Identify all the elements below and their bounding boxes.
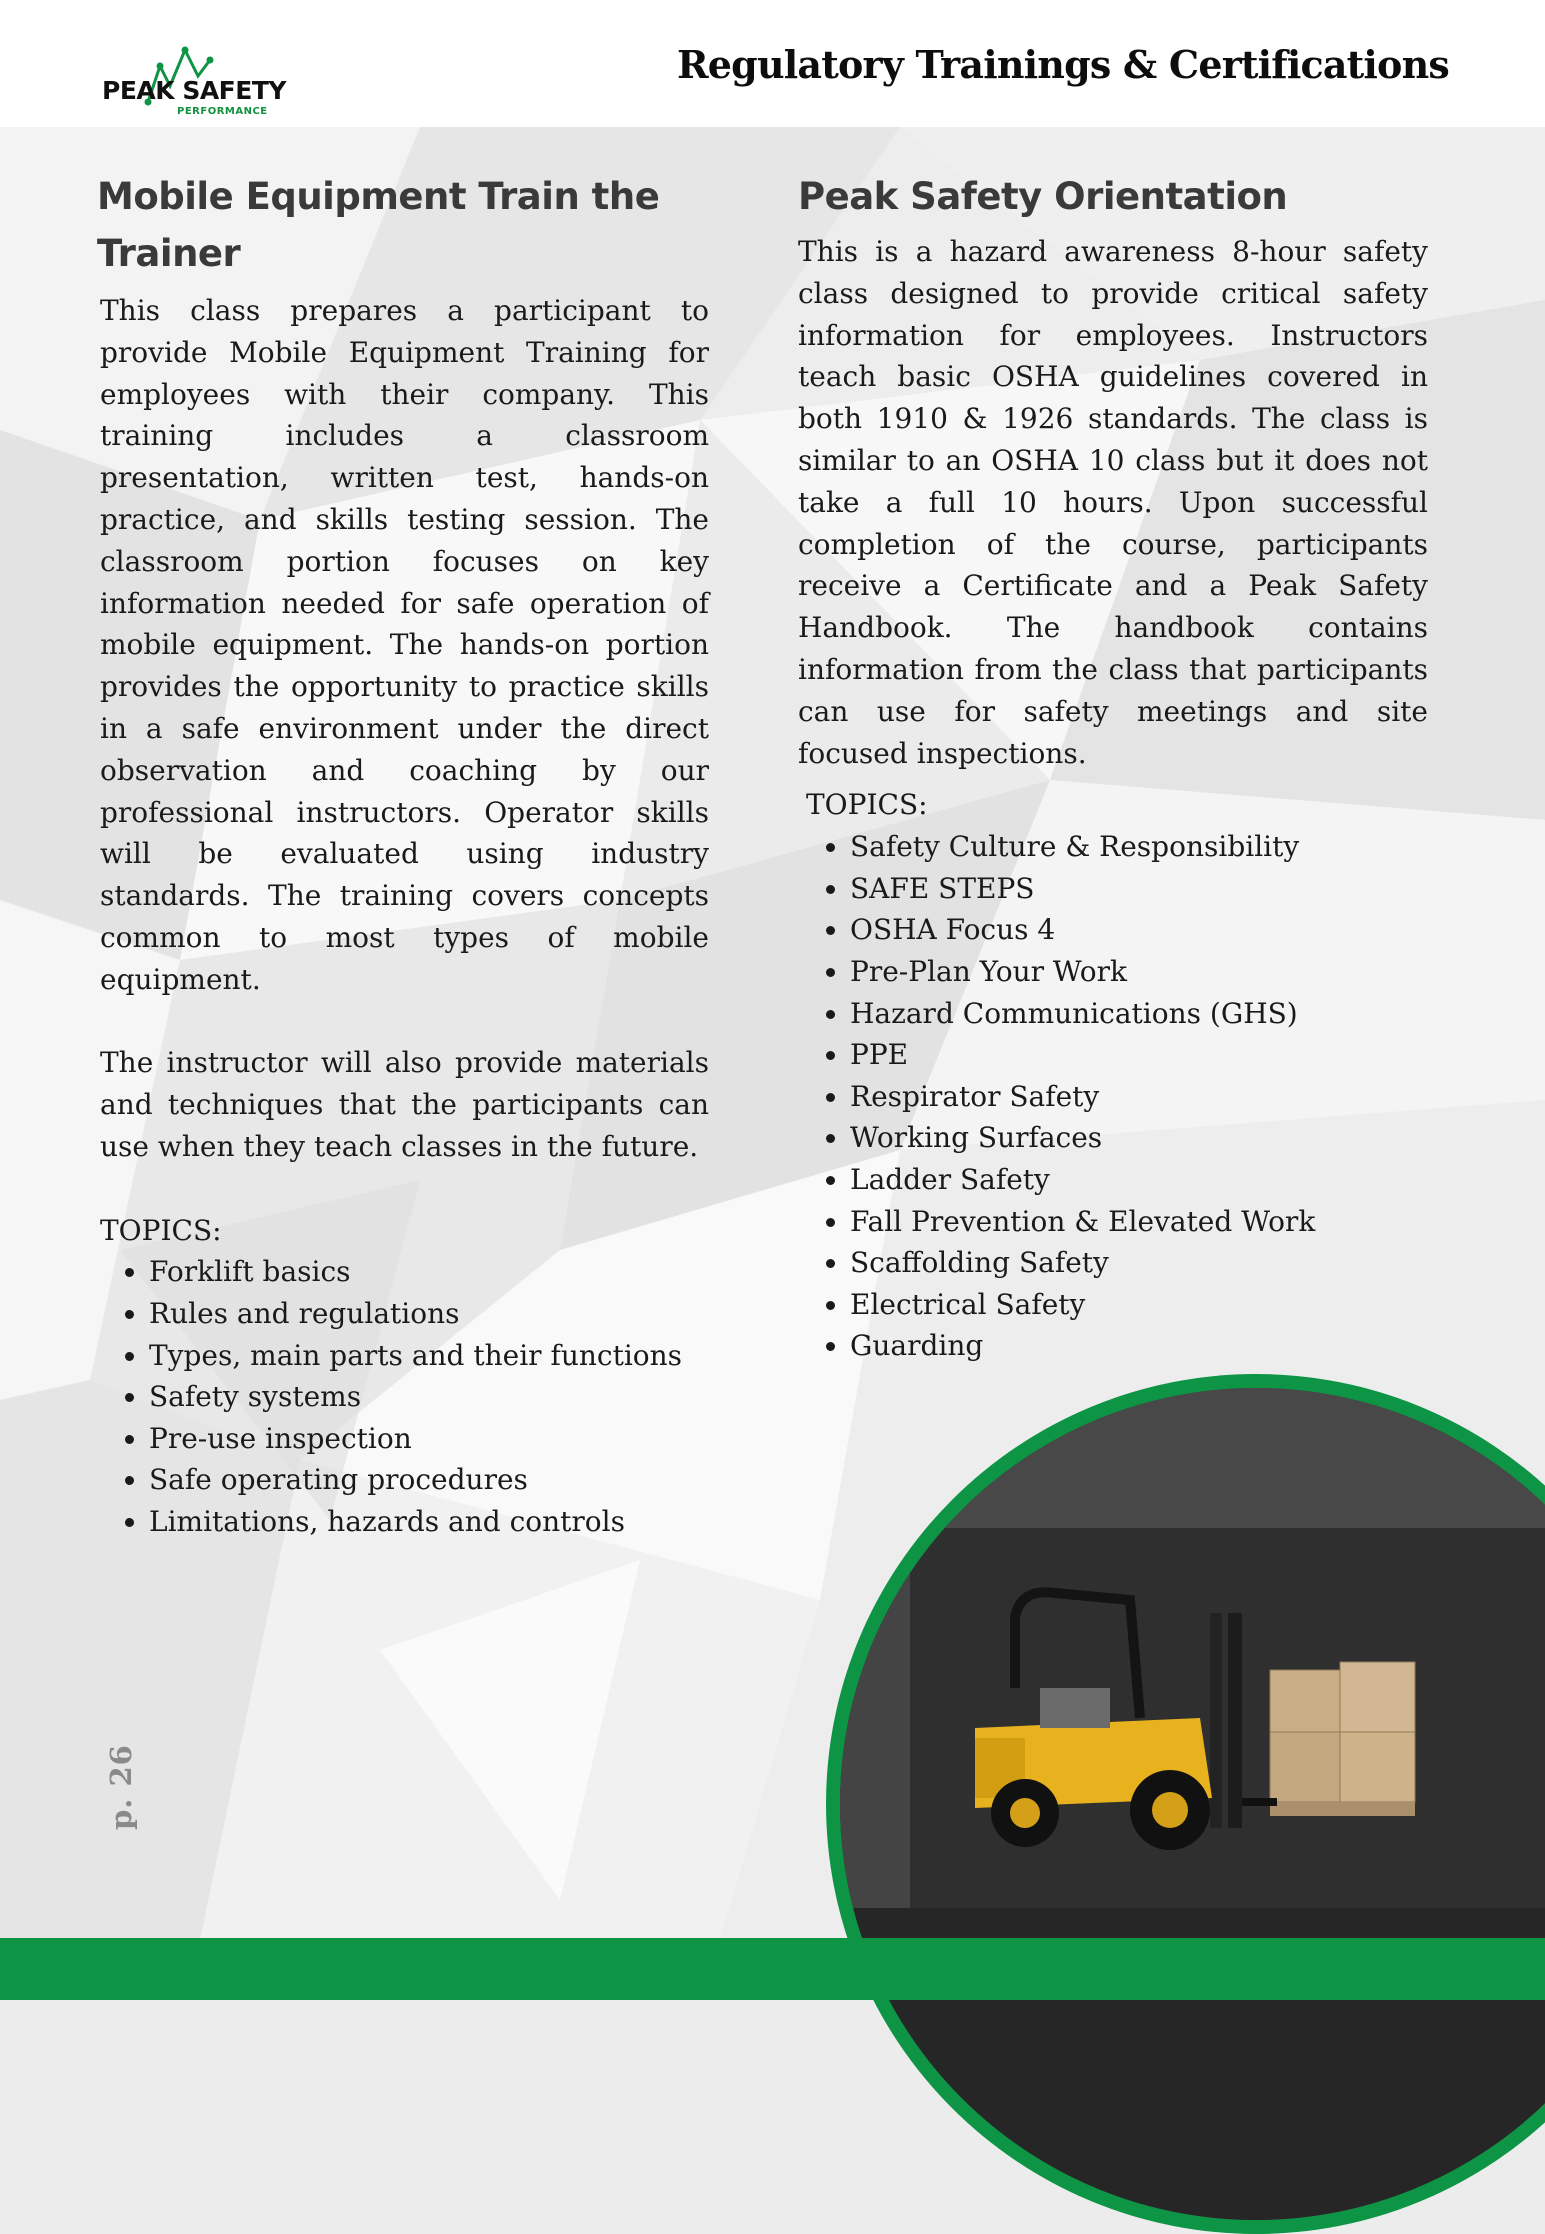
list-item: • Guarding: [850, 1325, 1428, 1367]
list-item: • Ladder Safety: [850, 1159, 1428, 1201]
list-item: • Working Surfaces: [850, 1117, 1428, 1159]
topics-list: [798, 826, 1428, 1367]
course-description: This class prepares a participant to provide Mobile Equipment Training for employees with their company. This training includes a classroom presentation, written test, hands-on practice, and skills testing session. The classroom portion focuses on key information needed for safe operation of mobile equipment. The hands-on portion provides the opportunity to practice skills in a safe environment under the direct observation and coaching by our professional instructors. Operator skills will be evaluated using industry standards. The training covers concepts common to most types of mobile equipment.: [100, 294, 709, 996]
course-description: This is a hazard awareness 8-hour safety class designed to provide critical safety information for employees. Instructors teach basic OSHA guidelines covered in both 1910 & 1926 standards. The class is similar to an OSHA 10 class but it does not take a full 10 hours. Upon successful completion of the course, participants receive a Certificate and a Peak Safety Handbook. The handbook contains information from the class that participants can use for safety meetings and site focused inspections.: [798, 235, 1428, 770]
forklift-photo: [840, 1388, 1545, 2220]
list-item: • Pre-Plan Your Work: [850, 951, 1428, 993]
list-item: • Rules and regulations: [149, 1293, 709, 1335]
list-item: • Fall Prevention & Elevated Work: [850, 1201, 1428, 1243]
section-heading-orientation: Peak Safety Orientation: [798, 175, 1288, 218]
topics-label: TOPICS:: [806, 788, 928, 822]
list-item: • Types, main parts and their functions: [149, 1335, 709, 1377]
list-item: • OSHA Focus 4: [850, 909, 1428, 951]
list-item: • PPE: [850, 1034, 1428, 1076]
list-item: • Safe operating procedures: [149, 1459, 709, 1501]
page-number: p. 26: [104, 1744, 138, 1830]
list-item: • Electrical Safety: [850, 1284, 1428, 1326]
page-title: Regulatory Trainings & Certifications: [677, 42, 1449, 87]
section-heading-mobile-equipment: [97, 168, 709, 282]
heading-line-1: Mobile Equipment Train the: [97, 175, 660, 218]
list-item: • Respirator Safety: [850, 1076, 1428, 1118]
page-header: [0, 0, 1545, 127]
topics-label: TOPICS:: [100, 1213, 222, 1247]
list-item: • Hazard Communications (GHS): [850, 993, 1428, 1035]
left-column: [97, 168, 709, 1542]
instructor-note: The instructor will also provide materials and techniques that the participants can use when they teach classes in the future.: [100, 1046, 709, 1163]
list-item: • Pre-use inspection: [149, 1418, 709, 1460]
footer-bar: [0, 1938, 1545, 2000]
list-item: • Scaffolding Safety: [850, 1242, 1428, 1284]
list-item: • SAFE STEPS: [850, 868, 1428, 910]
logo-subtext: PERFORMANCE: [177, 106, 268, 117]
list-item: • Forklift basics: [149, 1251, 709, 1293]
logo-wordmark: PEAK SAFETY: [102, 76, 286, 105]
topics-list: [97, 1251, 709, 1542]
heading-line-2: Trainer: [97, 232, 241, 275]
peak-safety-logo: [100, 46, 290, 122]
forklift-illustration: [840, 1388, 1545, 2220]
list-item: • Safety Culture & Responsibility: [850, 826, 1428, 868]
list-item: • Safety systems: [149, 1376, 709, 1418]
list-item: • Limitations, hazards and controls: [149, 1501, 709, 1543]
right-column: [798, 168, 1428, 1367]
